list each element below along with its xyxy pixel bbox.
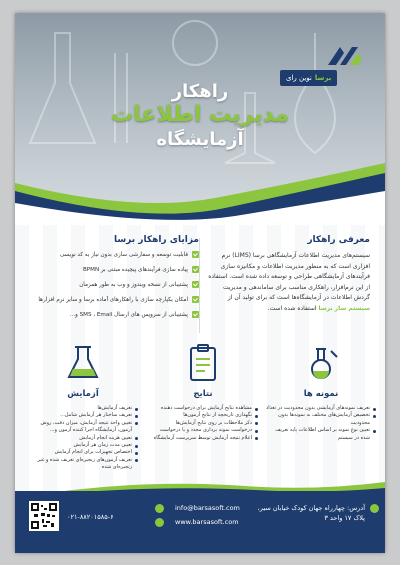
feature-item: درخواست نمونه برداری مجدد و یا درخواست [147,427,259,434]
feature-item: تعریف آزمایش‌ها [27,405,139,412]
intro-section [205,235,370,314]
feature-heading: آزمایش [67,389,99,399]
title-line-2: مدیریت اطلاعات [111,102,289,127]
benefits-heading: مزایای راهکار برسا [113,235,199,245]
feature-item: تعریف نمونه‌های آزمایشی بدون محدودیت در تعداد [265,405,377,412]
brochure-page [15,13,385,553]
intro-text-end: استفاده شده است. [267,304,317,312]
clipboard-results-icon [183,343,223,383]
location-icon [370,504,379,513]
benefit-item [29,251,199,259]
qr-code-icon [31,503,57,529]
benefit-text: پیاده سازی فرآیندهای پیچیده مبتنی بر BPMN [82,267,188,273]
hero-banner [15,13,385,225]
intro-heading: معرفی راهکار [307,235,370,245]
feature-item: تعیین هزینه انجام آزمایش [27,435,139,442]
feature-list [27,405,139,472]
feature-item: تخصیص آزمایش‌های مختلف به نمونه‌ها بدون محدودیت [265,412,377,427]
feature-item: مشاهده نتایج آزمایش برای درخواست دهنده [147,405,259,412]
benefit-item [29,281,199,289]
feature-item: تعیین نوع نمونه بر اساس اطلاعات پایه تعریف شده در سیستم [265,427,377,442]
feature-item: تعریف ساختار هر آزمایش شامل... [27,412,139,419]
feature-list [147,405,259,442]
benefits-section [29,235,199,326]
benefit-text: پشتیبانی از سرویس های ارسال SMS ، Email و... [69,312,188,318]
intro-text [205,251,370,314]
footer-address: آدرس: چهارراه جهان کودک خیابان سیر، پلاک ۱۷ واحد ۳ [257,504,365,522]
check-icon [192,251,199,258]
benefit-text: قابلیت توسعه و سفارشی سازی بدون نیاز به کد نویسی [59,252,188,258]
check-icon [192,311,199,318]
footer-website[interactable]: www.barsasoft.com [175,518,239,526]
qr-code[interactable] [29,501,59,531]
intro-text-main: سیستم‌های مدیریت اطلاعات آزمایشگاهی برسا (LIMS) نرم افزاری است که به منظور مدیریت اطلاعات و مکانیزه سازی فرآیندهای آزمایشگاهی طراحی و توسعه داده شده است. استفاده از این نرم‌افزار، راهکاری مناسب برای ساماندهی و مدیریت گردش اطلاعات در آزمایشگاه‌ها است که برای تولید آن از [208,252,370,301]
feature-item: تعیین مدت زمان هر آزمایش [27,442,139,449]
feature-tests [27,343,139,472]
benefits-list [29,251,199,319]
globe-icon [155,518,164,527]
feature-item: اعلام نتیجه آزمایش توسط سرپرست آزمایشگاه [147,435,259,442]
check-icon [192,281,199,288]
brand-name: برسا [314,74,332,82]
feature-item: نگهداری تاریخچه از نتایج آزمون‌ها [147,412,259,419]
benefit-text: پشتیبانی از نسخه ویندوز و وب به طور همزمان [79,282,188,288]
benefit-item [29,296,199,304]
benefit-text: امکان یکپارچه سازی با راهکارهای آماده برسا و سایر نرم افزارها [38,297,188,303]
feature-samples [265,343,377,442]
feature-item: تعیین واحد نتیجه آزمایش، میزان دقت، روش آزمون، آزمایشگاه اجرا کننده آزمون و... [27,420,139,435]
title-line-3: آزمایشگاه [156,129,244,150]
benefit-item [29,266,199,274]
title-line-1: راهکار [171,81,229,102]
footer-phone[interactable]: ۰۲۱-۸۸۲۰۱۵۸۵-۶ [67,513,114,521]
feature-heading: نتایج [193,389,213,399]
beaker-tests-icon [63,343,103,383]
column-divider [199,238,200,333]
feature-item: اختصاص تجهیزات برای انجام آزمایش [27,449,139,456]
intro-highlight: سیستم ساز برسا [318,304,370,312]
check-icon [192,296,199,303]
feature-heading: نمونه ها [303,389,339,399]
benefit-item [29,311,199,319]
check-icon [192,266,199,273]
feature-item: تعریف آزمون‌های زنجیره‌ای تعریف شده و غیر زنجیره‌ای شده [27,457,139,472]
feature-list [265,405,377,442]
footer-email[interactable]: info@barsasoft.com [175,504,240,512]
brand-tagline: نوین رای [286,74,312,82]
mail-icon [155,504,164,513]
feature-item: ذکر ملاحظات بر روی نتایج آزمایش‌ها [147,420,259,427]
feature-results [147,343,259,442]
brand-mark-icon [320,43,366,73]
flask-samples-icon [301,343,341,383]
